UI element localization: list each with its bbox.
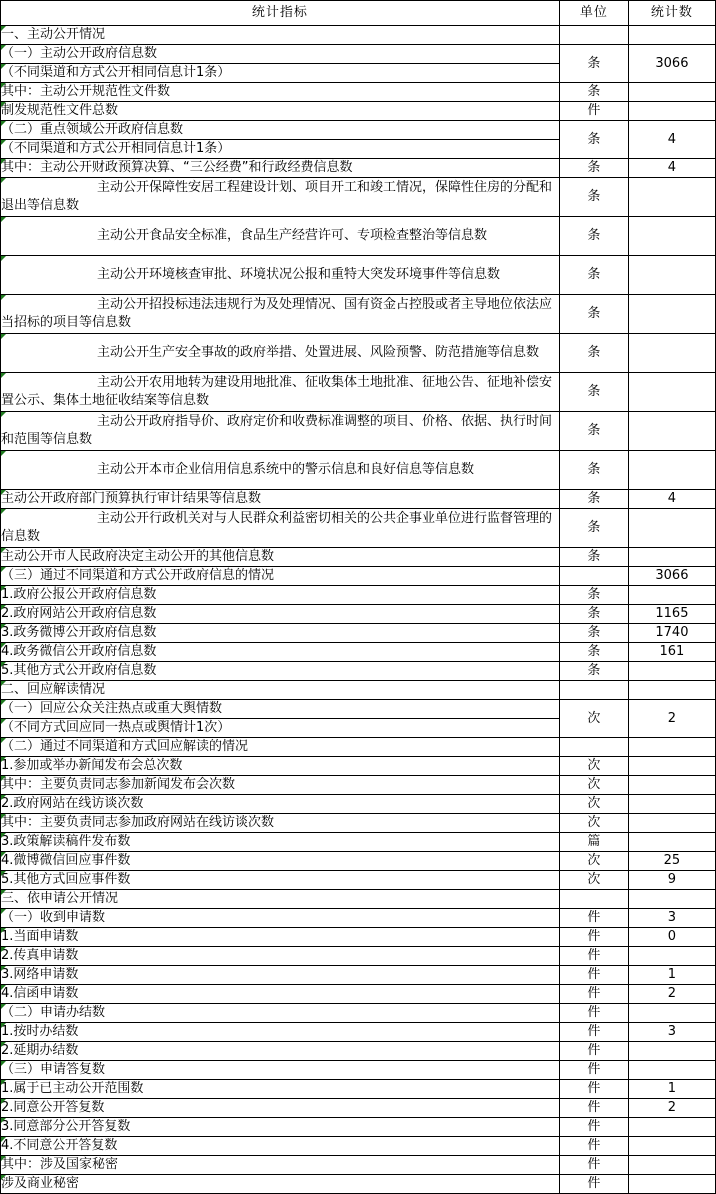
indicator-cell[interactable]: 主动公开市人民政府决定主动公开的其他信息数 <box>1 548 560 567</box>
indicator-cell[interactable]: 2.政府网站在线访谈次数 <box>1 795 560 814</box>
indicator-cell[interactable]: 其中：主要负责同志参加政府网站在线访谈次数 <box>1 814 560 833</box>
indicator-cell[interactable]: （一）主动公开政府信息数 <box>1 45 560 64</box>
table-row <box>1 490 716 509</box>
count-cell[interactable]: 25 <box>628 852 715 871</box>
table-row <box>1 567 716 586</box>
unit-cell[interactable]: 条 <box>559 45 628 83</box>
table-row <box>1 178 716 217</box>
unit-cell[interactable]: 件 <box>559 1004 628 1023</box>
indicator-cell[interactable]: 主动公开食品安全标准，食品生产经营许可、专项检查整治等信息数 <box>1 217 560 256</box>
count-cell[interactable] <box>628 412 715 451</box>
unit-cell[interactable]: 件 <box>559 947 628 966</box>
indicator-cell[interactable]: 3.政务微博公开政府信息数 <box>1 624 560 643</box>
count-cell[interactable] <box>628 757 715 776</box>
indicator-cell[interactable]: 主动公开政府指导价、政府定价和收费标准调整的项目、价格、依据、执行时间和范围等信息数 <box>1 412 560 451</box>
unit-cell[interactable]: 次 <box>559 814 628 833</box>
indicator-cell[interactable]: 4.信函申请数 <box>1 985 560 1004</box>
count-cell[interactable]: 3066 <box>628 45 715 83</box>
indicator-cell[interactable]: （一）回应公众关注热点或重大舆情数 <box>1 700 560 719</box>
unit-cell[interactable]: 条 <box>559 548 628 567</box>
table-row <box>1 1061 716 1080</box>
indicator-cell[interactable]: 主动公开环境核查审批、环境状况公报和重特大突发环境事件等信息数 <box>1 256 560 295</box>
count-cell[interactable]: 2 <box>628 985 715 1004</box>
indicator-cell[interactable]: （一）收到申请数 <box>1 909 560 928</box>
indicator-cell[interactable]: 其中：主动公开规范性文件数 <box>1 83 560 102</box>
unit-cell[interactable]: 件 <box>559 928 628 947</box>
indicator-cell[interactable]: 主动公开本市企业信用信息系统中的警示信息和良好信息等信息数 <box>1 451 560 490</box>
table-row <box>1 412 716 451</box>
unit-cell[interactable]: 件 <box>559 909 628 928</box>
unit-cell[interactable]: 条 <box>559 373 628 412</box>
count-cell[interactable] <box>628 1061 715 1080</box>
indicator-cell[interactable]: 1.当面申请数 <box>1 928 560 947</box>
table-row <box>1 1118 716 1137</box>
unit-cell[interactable]: 条 <box>559 256 628 295</box>
count-cell[interactable] <box>628 102 715 121</box>
table-row <box>1 1099 716 1118</box>
indicator-cell[interactable]: 一、主动公开情况 <box>1 26 560 45</box>
indicator-cell[interactable]: 4.政务微信公开政府信息数 <box>1 643 560 662</box>
unit-cell[interactable]: 次 <box>559 795 628 814</box>
indicator-cell[interactable]: 2.政府网站公开政府信息数 <box>1 605 560 624</box>
unit-cell[interactable]: 件 <box>559 1099 628 1118</box>
indicator-cell[interactable]: （不同方式回应同一热点或舆情计1次） <box>1 719 560 738</box>
unit-cell[interactable]: 条 <box>559 178 628 217</box>
unit-cell[interactable]: 件 <box>559 1175 628 1194</box>
unit-cell[interactable]: 条 <box>559 334 628 373</box>
table-row <box>1 45 716 64</box>
count-cell[interactable] <box>628 256 715 295</box>
indicator-cell[interactable]: （不同渠道和方式公开相同信息计1条） <box>1 140 560 159</box>
unit-cell[interactable]: 条 <box>559 662 628 681</box>
table-row <box>1 1156 716 1175</box>
count-cell[interactable]: 4 <box>628 121 715 159</box>
count-cell[interactable] <box>628 373 715 412</box>
count-cell[interactable] <box>628 451 715 490</box>
table-row <box>1 833 716 852</box>
table-row <box>1 1175 716 1194</box>
indicator-cell[interactable]: 1.参加或举办新闻发布会总次数 <box>1 757 560 776</box>
table-row <box>1 26 716 45</box>
table-row <box>1 586 716 605</box>
unit-cell[interactable]: 次 <box>559 871 628 890</box>
count-cell[interactable]: 1 <box>628 966 715 985</box>
table-row <box>1 643 716 662</box>
indicator-cell[interactable]: 主动公开招投标违法违规行为及处理情况、国有资金占控股或者主导地位依法应当招标的项目等信息数 <box>1 295 560 334</box>
count-cell[interactable]: 9 <box>628 871 715 890</box>
unit-cell[interactable] <box>559 890 628 909</box>
count-cell[interactable] <box>628 833 715 852</box>
count-cell[interactable] <box>628 217 715 256</box>
table-row <box>1 1080 716 1099</box>
indicator-cell[interactable]: （三）申请答复数 <box>1 1061 560 1080</box>
count-cell[interactable]: 4 <box>628 490 715 509</box>
unit-cell[interactable]: 次 <box>559 852 628 871</box>
table-row <box>1 662 716 681</box>
table-row <box>1 814 716 833</box>
table-row <box>1 871 716 890</box>
table-row <box>1 852 716 871</box>
table-body <box>1 26 716 1194</box>
unit-cell[interactable]: 条 <box>559 586 628 605</box>
table-row <box>1 373 716 412</box>
count-cell[interactable]: 3066 <box>628 567 715 586</box>
table-row <box>1 624 716 643</box>
column-header-count: 统计数 <box>628 1 715 26</box>
indicator-cell[interactable]: 主动公开农用地转为建设用地批准、征收集体土地批准、征地公告、征地补偿安置公示、集体土地征收结案等信息数 <box>1 373 560 412</box>
table-row <box>1 738 716 757</box>
indicator-cell[interactable]: 3.同意部分公开答复数 <box>1 1118 560 1137</box>
indicator-cell[interactable]: 3.网络申请数 <box>1 966 560 985</box>
count-cell[interactable] <box>628 178 715 217</box>
count-cell[interactable] <box>628 662 715 681</box>
unit-cell[interactable]: 件 <box>559 1023 628 1042</box>
count-cell[interactable] <box>628 890 715 909</box>
count-cell[interactable]: 4 <box>628 159 715 178</box>
indicator-cell[interactable]: 二、回应解读情况 <box>1 681 560 700</box>
count-cell[interactable] <box>628 334 715 373</box>
count-cell[interactable] <box>628 1175 715 1194</box>
indicator-cell[interactable]: 2.同意公开答复数 <box>1 1099 560 1118</box>
count-cell[interactable] <box>628 681 715 700</box>
unit-cell[interactable]: 件 <box>559 102 628 121</box>
unit-cell[interactable]: 篇 <box>559 833 628 852</box>
unit-cell[interactable]: 件 <box>559 1137 628 1156</box>
count-cell[interactable] <box>628 26 715 45</box>
unit-cell[interactable]: 条 <box>559 624 628 643</box>
indicator-cell[interactable]: 5.其他方式公开政府信息数 <box>1 662 560 681</box>
count-cell[interactable] <box>628 295 715 334</box>
unit-cell[interactable]: 条 <box>559 509 628 548</box>
unit-cell[interactable]: 条 <box>559 159 628 178</box>
table-row <box>1 757 716 776</box>
unit-cell[interactable]: 条 <box>559 412 628 451</box>
table-row <box>1 1042 716 1061</box>
indicator-cell[interactable]: 5.其他方式回应事件数 <box>1 871 560 890</box>
table-row <box>1 256 716 295</box>
table-row <box>1 1023 716 1042</box>
table-row <box>1 1004 716 1023</box>
indicator-cell[interactable]: （二）通过不同渠道和方式回应解读的情况 <box>1 738 560 757</box>
unit-cell[interactable]: 件 <box>559 966 628 985</box>
unit-cell[interactable]: 条 <box>559 295 628 334</box>
unit-cell[interactable] <box>559 26 628 45</box>
count-cell[interactable] <box>628 947 715 966</box>
unit-cell[interactable] <box>559 681 628 700</box>
table-row <box>1 334 716 373</box>
unit-cell[interactable]: 条 <box>559 83 628 102</box>
indicator-cell[interactable]: 其中：主动公开财政预算决算、“三公经费”和行政经费信息数 <box>1 159 560 178</box>
unit-cell[interactable]: 件 <box>559 1061 628 1080</box>
count-cell[interactable]: 3 <box>628 909 715 928</box>
column-header-indicator: 统计指标 <box>1 1 560 26</box>
unit-cell[interactable]: 件 <box>559 985 628 1004</box>
table-row <box>1 985 716 1004</box>
count-cell[interactable]: 2 <box>628 700 715 738</box>
table-row <box>1 217 716 256</box>
count-cell[interactable] <box>628 814 715 833</box>
indicator-cell[interactable]: （二）重点领域公开政府信息数 <box>1 121 560 140</box>
table-row <box>1 966 716 985</box>
table-row <box>1 928 716 947</box>
count-cell[interactable]: 3 <box>628 1023 715 1042</box>
table-row <box>1 776 716 795</box>
table-row <box>1 295 716 334</box>
unit-cell[interactable]: 次 <box>559 776 628 795</box>
count-cell[interactable]: 2 <box>628 1099 715 1118</box>
indicator-cell[interactable]: 制发规范性文件总数 <box>1 102 560 121</box>
count-cell[interactable]: 1740 <box>628 624 715 643</box>
table-row <box>1 451 716 490</box>
indicator-cell[interactable]: 1.政府公报公开政府信息数 <box>1 586 560 605</box>
count-cell[interactable] <box>628 1042 715 1061</box>
table-row <box>1 947 716 966</box>
indicator-cell[interactable]: 主动公开行政机关对与人民群众利益密切相关的公共企事业单位进行监督管理的信息数 <box>1 509 560 548</box>
unit-cell[interactable]: 次 <box>559 757 628 776</box>
count-cell[interactable] <box>628 738 715 757</box>
count-cell[interactable] <box>628 509 715 548</box>
indicator-cell[interactable]: 2.传真申请数 <box>1 947 560 966</box>
count-cell[interactable] <box>628 1156 715 1175</box>
unit-cell[interactable]: 条 <box>559 121 628 159</box>
indicator-cell[interactable]: 主动公开政府部门预算执行审计结果等信息数 <box>1 490 560 509</box>
table-row <box>1 509 716 548</box>
unit-cell[interactable]: 件 <box>559 1080 628 1099</box>
unit-cell[interactable] <box>559 567 628 586</box>
indicator-cell[interactable]: （三）通过不同渠道和方式公开政府信息的情况 <box>1 567 560 586</box>
count-cell[interactable] <box>628 795 715 814</box>
table-row <box>1 121 716 140</box>
indicator-cell[interactable]: 4.微博微信回应事件数 <box>1 852 560 871</box>
indicator-cell[interactable]: 三、依申请公开情况 <box>1 890 560 909</box>
table-row <box>1 681 716 700</box>
unit-cell[interactable]: 件 <box>559 1156 628 1175</box>
indicator-cell[interactable]: （二）申请办结数 <box>1 1004 560 1023</box>
table-row <box>1 548 716 567</box>
indicator-cell[interactable]: 其中：涉及国家秘密 <box>1 1156 560 1175</box>
unit-cell[interactable]: 件 <box>559 1118 628 1137</box>
indicator-cell[interactable]: 1.按时办结数 <box>1 1023 560 1042</box>
header-row <box>1 1 716 26</box>
count-cell[interactable] <box>628 1137 715 1156</box>
indicator-cell[interactable]: （不同渠道和方式公开相同信息计1条） <box>1 64 560 83</box>
table-row <box>1 102 716 121</box>
indicator-cell[interactable]: 3.政策解读稿件发布数 <box>1 833 560 852</box>
table-row <box>1 1137 716 1156</box>
column-header-unit: 单位 <box>559 1 628 26</box>
table-row <box>1 700 716 719</box>
indicator-cell[interactable]: 主动公开生产安全事故的政府举措、处置进展、风险预警、防范措施等信息数 <box>1 334 560 373</box>
count-cell[interactable] <box>628 1004 715 1023</box>
table-header <box>1 1 716 26</box>
indicator-cell[interactable]: 2.延期办结数 <box>1 1042 560 1061</box>
count-cell[interactable] <box>628 1118 715 1137</box>
count-cell[interactable] <box>628 548 715 567</box>
indicator-cell[interactable]: 4.不同意公开答复数 <box>1 1137 560 1156</box>
table-row <box>1 909 716 928</box>
table-row <box>1 890 716 909</box>
count-cell[interactable] <box>628 586 715 605</box>
table-row <box>1 83 716 102</box>
count-cell[interactable]: 1 <box>628 1080 715 1099</box>
unit-cell[interactable]: 条 <box>559 643 628 662</box>
unit-cell[interactable]: 条 <box>559 605 628 624</box>
indicator-cell[interactable]: 1.属于已主动公开范围数 <box>1 1080 560 1099</box>
count-cell[interactable]: 161 <box>628 643 715 662</box>
unit-cell[interactable]: 条 <box>559 451 628 490</box>
count-cell[interactable] <box>628 776 715 795</box>
unit-cell[interactable]: 次 <box>559 700 628 738</box>
table-row <box>1 795 716 814</box>
count-cell[interactable] <box>628 83 715 102</box>
count-cell[interactable]: 1165 <box>628 605 715 624</box>
indicator-cell[interactable]: 主动公开保障性安居工程建设计划、项目开工和竣工情况，保障性住房的分配和退出等信息数 <box>1 178 560 217</box>
table-row <box>1 159 716 178</box>
unit-cell[interactable]: 条 <box>559 490 628 509</box>
unit-cell[interactable]: 件 <box>559 1042 628 1061</box>
unit-cell[interactable] <box>559 738 628 757</box>
unit-cell[interactable]: 条 <box>559 217 628 256</box>
table-row <box>1 605 716 624</box>
count-cell[interactable]: 0 <box>628 928 715 947</box>
indicator-cell[interactable]: 涉及商业秘密 <box>1 1175 560 1194</box>
indicator-cell[interactable]: 其中：主要负责同志参加新闻发布会次数 <box>1 776 560 795</box>
